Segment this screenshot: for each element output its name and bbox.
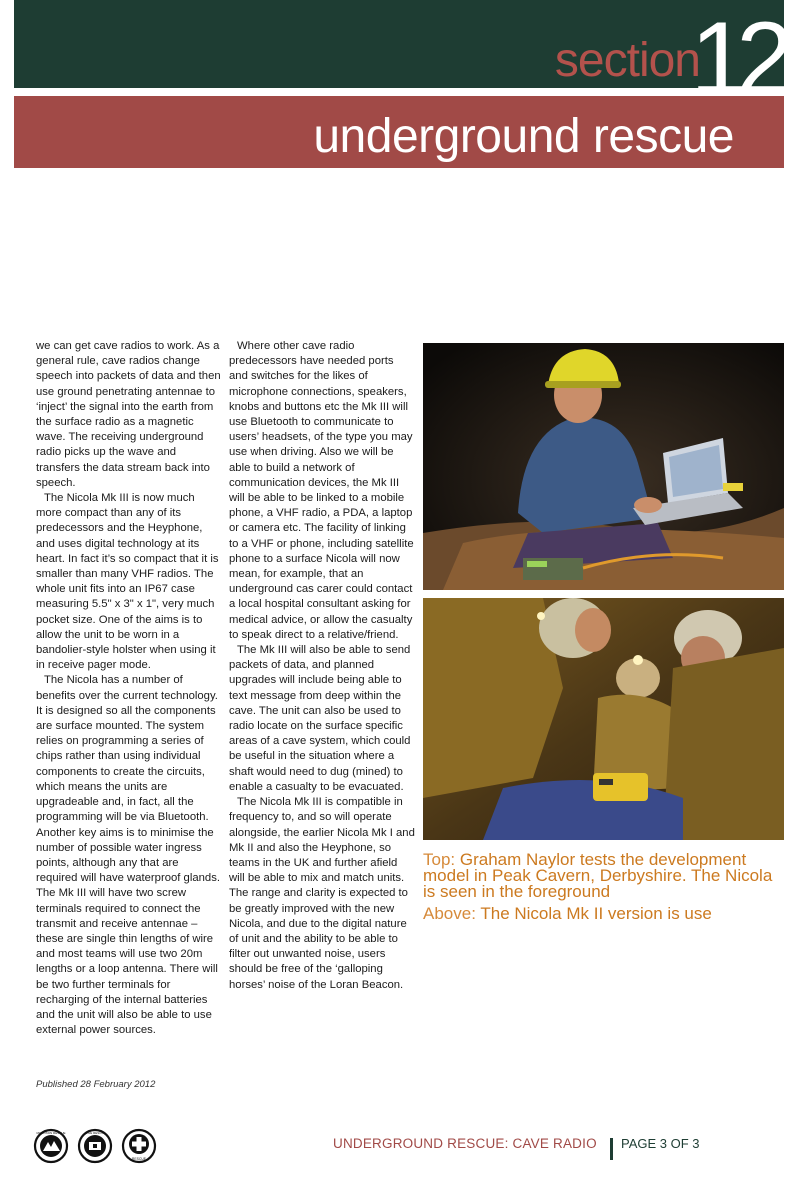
footer-divider: [610, 1138, 613, 1160]
page-title: underground rescue: [313, 110, 734, 163]
photo-caver-laptop-image: [423, 343, 784, 590]
header-divider: [14, 88, 784, 96]
logos-graphic: [33, 1128, 163, 1164]
published-date: Published 28 February 2012: [36, 1079, 156, 1090]
caption-above-text: The Nicola Mk II version is use: [480, 904, 712, 923]
photo-rescue-team: [423, 598, 784, 840]
rescue-cross-logo: [123, 1130, 155, 1162]
caption-top-text: Graham Naylor tests the development model in Peak Cavern, Derbyshire. The Nicola is seen in the foreground: [423, 850, 773, 901]
mountain-rescue-logo: [35, 1130, 67, 1162]
photo-rescue-team-image: [423, 598, 784, 840]
caption-top: [423, 852, 784, 900]
logo-text: RESCUE: [131, 1157, 147, 1161]
footer-title: UNDERGROUND RESCUE: CAVE RADIO: [333, 1136, 597, 1151]
article-column-2: [229, 339, 415, 993]
paragraph: we can get cave radios to work. As a general rule, cave radios change speech into packets of data and then use ground penetrating antennae to ‘inject’ the signal into the earth from the surface radio as a magnetic wave. The receiving underground radio picks up the wave and transfers the data stream back into speech.: [36, 340, 221, 489]
logo-text: MOUNTAIN RESCUE: [36, 1131, 66, 1135]
page-number: PAGE 3 OF 3: [621, 1136, 700, 1151]
paragraph: Where other cave radio predecessors have needed ports and switches for the likes of microphone connections, speakers, knobs and buttons etc the Mk III will use Bluetooth to communicate to users’ headsets, of the type you may use when driving. Also we will be able to build a network of communication devices, the Mk III will be able to be linked to a mobile phone, a VHF radio, a PDA, a laptop or camera etc. The facility of linking to a VHF or phone, including satellite phone to a surface Nicola will now mean, for example, that an underground cas carer could contact a local hospital consultant asking for medical advice, or allow the casualty to speak direct to a relative/friend.: [229, 340, 414, 641]
organisation-logos: [33, 1128, 163, 1169]
caption-top-label: Top:: [423, 850, 456, 869]
photo-caver-laptop: [423, 343, 784, 590]
section-number: 12: [690, 1, 782, 117]
paragraph: The Nicola Mk III is now much more compact than any of its predecessors and the Heyphone, and uses digital technology at its heart. In fact it’s so compact that it is smaller than many VHF radios. The whole unit fits into an IP67 case measuring 5.5" x 3" x 1", very much pocket size. One of the aims is to allow the unit to be worn in a bandolier-style holster when using it in receive pager mode.: [36, 492, 219, 672]
cave-rescue-logo: [79, 1130, 111, 1162]
logo-text: CAVE RESCUE: [84, 1131, 106, 1135]
paragraph: The Mk III will also be able to send packets of data, and planned upgrades will include being able to text message from deep within the cave. The unit can also be used to radio locate on the surface specific areas of a cave system, which could be useful in the situation where a shaft would need to dug (mined) to enable a casualty to be evacuated.: [229, 644, 411, 793]
paragraph: The Nicola Mk III is compatible in frequency to, and so will operate alongside, the earlier Nicola Mk I and Mk II and also the Heyphone, so teams in the UK and further afield will be able to mix and match units. The range and clarity is expected to be greatly improved with the new Nicola, and due to the digital nature of unit and the ability to be able to filter out unwanted noise, users should be free of the ‘galloping horses’ noise of the Loran Beacon.: [229, 796, 415, 991]
caption-above-label: Above:: [423, 904, 476, 923]
article-column-1: [36, 339, 222, 1038]
paragraph: The Nicola has a number of benefits over the current technology. It is designed so all the components are surface mounted. The system relies on programming a series of chips rather than using individual components to create the circuits, which means the units are upgradeable and, in fact, all the programming will be via Bluetooth. Another key aims is to minimise the number of possible water ingress points, although any that are required will have waterproof glands. The Mk III will have two screw terminals required to connect the transmit and receive antennae – these are single thin lengths of wire and most teams will use two 20m lengths or a loop antenna. There will be two further terminals for recharging of the internal batteries and the unit will also be able to use external power sources.: [36, 674, 220, 1037]
section-label: section: [554, 34, 700, 87]
caption-above: [423, 906, 784, 922]
